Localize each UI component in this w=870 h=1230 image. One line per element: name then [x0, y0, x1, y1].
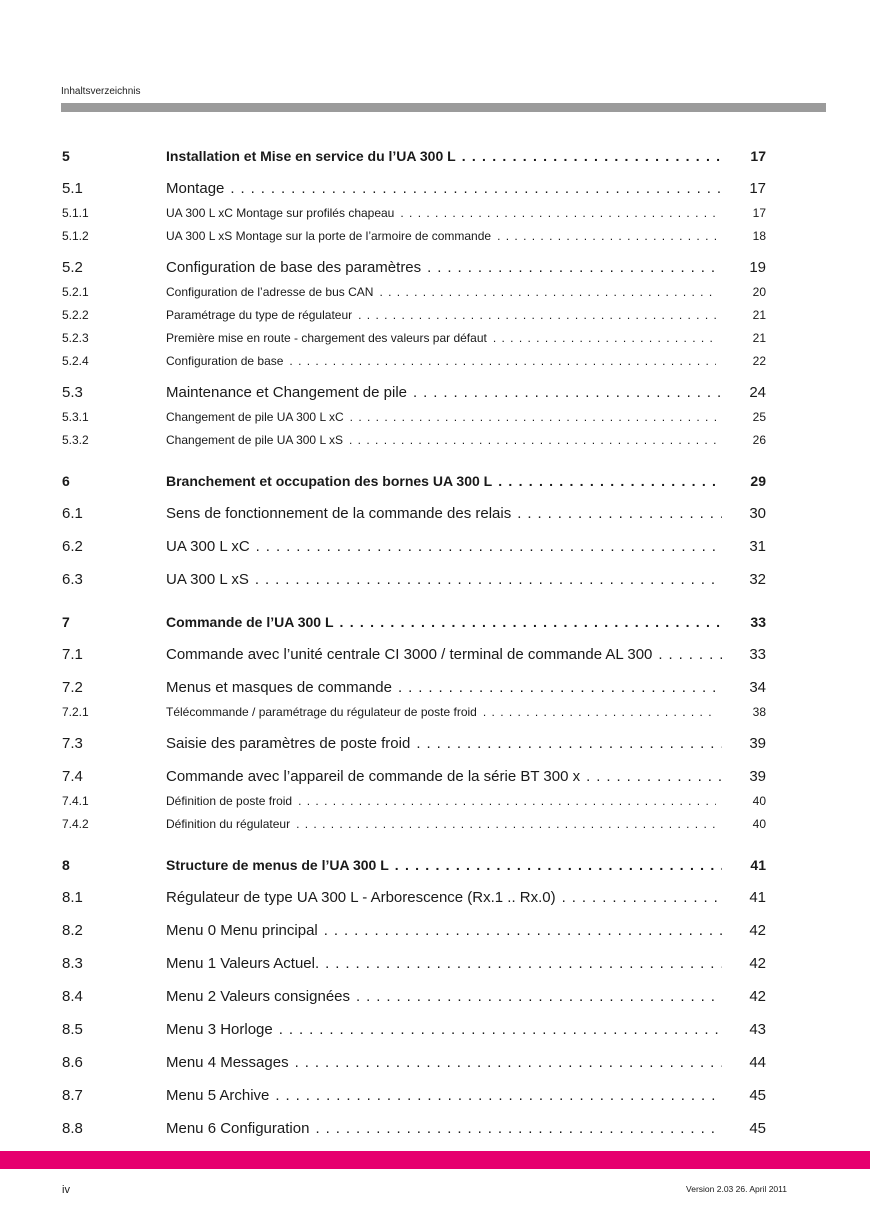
toc-entry-8-6[interactable] — [0, 1038, 870, 1071]
toc-entry-5-1[interactable] — [0, 164, 870, 197]
toc-entry-title[interactable]: UA 300 L xC — [166, 538, 250, 555]
toc-entry-title[interactable]: Première mise en route - chargement des valeurs par défaut — [166, 331, 487, 345]
dot-leader — [230, 180, 722, 197]
toc-entry-5-2-1[interactable] — [0, 276, 870, 299]
toc-entry-title-wrap — [166, 794, 716, 808]
toc-entry-number: 7.2.1 — [62, 705, 89, 719]
toc-entry-title[interactable]: Changement de pile UA 300 L xC — [166, 410, 344, 424]
toc-entry-title-wrap — [166, 735, 722, 752]
toc-entry-title[interactable]: Menu 3 Horloge — [166, 1021, 273, 1038]
toc-entry-title[interactable]: Configuration de base — [166, 354, 284, 368]
dot-leader — [586, 768, 722, 785]
toc-entry-page[interactable]: 39 — [749, 768, 766, 785]
dot-leader — [517, 505, 722, 522]
toc-entry-title-wrap — [166, 538, 722, 555]
toc-entry-5-2-2[interactable] — [0, 299, 870, 322]
dot-leader — [358, 308, 716, 322]
toc-entry-number: 5.3 — [62, 384, 83, 401]
toc-entry-page[interactable]: 33 — [749, 646, 766, 663]
toc-entry-7[interactable] — [0, 588, 870, 630]
dot-leader — [255, 571, 722, 588]
toc-entry-8-8[interactable] — [0, 1104, 870, 1137]
toc-top-spacer — [0, 0, 870, 122]
toc-entry-page[interactable]: 44 — [749, 1054, 766, 1071]
toc-entry-number: 6 — [62, 473, 70, 489]
dot-leader — [275, 1087, 722, 1104]
toc-entry-5-3[interactable] — [0, 368, 870, 401]
toc-entry-number: 5.2.3 — [62, 331, 89, 345]
toc-entry-page[interactable]: 42 — [749, 988, 766, 1005]
toc-entry-number: 7.4 — [62, 768, 83, 785]
toc-entry-page[interactable]: 42 — [749, 922, 766, 939]
toc-entry-title[interactable]: Branchement et occupation des bornes UA 300 L — [166, 473, 493, 489]
toc-entry-page[interactable]: 24 — [749, 384, 766, 401]
toc-entry-title[interactable]: Installation et Mise en service du l’UA 300 L — [166, 148, 456, 164]
toc-entry-title-wrap — [166, 354, 716, 368]
toc-entry-number: 8.4 — [62, 988, 83, 1005]
toc-entry-7-2[interactable] — [0, 663, 870, 696]
toc-entry-number: 5.3.2 — [62, 433, 89, 447]
toc-entry-5-3-2[interactable] — [0, 424, 870, 447]
toc-entry-title-wrap — [166, 1120, 722, 1137]
toc-entry-number: 5.1.1 — [62, 206, 89, 220]
toc-entry-page[interactable]: 31 — [749, 538, 766, 555]
toc-entry-page[interactable]: 33 — [750, 614, 766, 630]
toc-entry-title[interactable]: Définition du régulateur — [166, 817, 291, 831]
toc-entry-number: 5.1.2 — [62, 229, 89, 243]
toc-entry-5[interactable] — [0, 122, 870, 164]
toc-entry-title-wrap — [166, 768, 722, 785]
toc-entry-page[interactable]: 41 — [750, 857, 766, 873]
version-date: Version 2.03 26. April 2011 — [686, 1184, 787, 1194]
toc-entry-page[interactable]: 20 — [752, 285, 766, 299]
toc-entry-8-3[interactable] — [0, 939, 870, 972]
dot-leader — [379, 285, 716, 299]
toc-entry-title[interactable]: UA 300 L xS — [166, 571, 249, 588]
dot-leader — [279, 1021, 722, 1038]
dot-leader — [395, 857, 722, 873]
toc-entry-page[interactable]: 18 — [752, 229, 766, 243]
toc-entry-number: 8.1 — [62, 889, 83, 906]
dot-leader — [497, 229, 716, 243]
toc-entry-title-wrap — [166, 505, 722, 522]
toc-entry-page[interactable]: 21 — [752, 331, 766, 345]
toc-entry-page[interactable]: 21 — [752, 308, 766, 322]
dot-leader — [416, 735, 722, 752]
toc-entry-number: 8.8 — [62, 1120, 83, 1137]
toc-entry-title-wrap — [166, 148, 722, 164]
toc-entry-title[interactable]: Sens de fonctionnement de la commande des relais — [166, 505, 512, 522]
toc-entry-page[interactable]: 22 — [752, 354, 766, 368]
toc-entry-title[interactable]: Saisie des paramètres de poste froid — [166, 735, 411, 752]
dot-leader — [289, 354, 716, 368]
toc-entry-7-4-2[interactable] — [0, 808, 870, 831]
toc-entry-number: 8.6 — [62, 1054, 83, 1071]
dot-leader — [315, 1120, 722, 1137]
toc-entry-5-2[interactable] — [0, 243, 870, 276]
toc-entry-title[interactable]: Commande avec l’appareil de commande de la série BT 300 x — [166, 768, 581, 785]
toc-entry-title[interactable]: UA 300 L xC Montage sur profilés chapeau — [166, 206, 395, 220]
toc-entry-5-1-2[interactable] — [0, 220, 870, 243]
dot-leader — [324, 922, 722, 939]
toc-entry-title[interactable]: Structure de menus de l’UA 300 L — [166, 857, 389, 873]
toc-entry-number: 5 — [62, 148, 70, 164]
toc-entry-number: 8.2 — [62, 922, 83, 939]
toc-entry-title-wrap — [166, 206, 716, 220]
toc-entry-number: 6.1 — [62, 505, 83, 522]
toc-entry-title-wrap — [166, 308, 716, 322]
toc-entry-title-wrap — [166, 331, 716, 345]
toc-entry-page[interactable]: 26 — [752, 433, 766, 447]
dot-leader — [400, 206, 716, 220]
toc-entry-8-5[interactable] — [0, 1005, 870, 1038]
toc-entry-number: 8.7 — [62, 1087, 83, 1104]
dot-leader — [296, 817, 716, 831]
toc-entry-title-wrap — [166, 259, 722, 276]
toc-entry-6[interactable] — [0, 447, 870, 489]
toc-entry-number: 6.3 — [62, 571, 83, 588]
toc-entry-title[interactable]: Menu 5 Archive — [166, 1087, 270, 1104]
toc-entry-number: 7.3 — [62, 735, 83, 752]
toc-entry-title[interactable]: Commande de l’UA 300 L — [166, 614, 334, 630]
toc-entry-title[interactable]: UA 300 L xS Montage sur la porte de l’armoire de commande — [166, 229, 492, 243]
toc-entry-title-wrap — [166, 646, 722, 663]
toc-entry-number: 5.2 — [62, 259, 83, 276]
toc-entry-number: 5.2.2 — [62, 308, 89, 322]
toc-entry-page[interactable]: 40 — [752, 817, 766, 831]
toc-entry-title[interactable]: Télécommande / paramétrage du régulateur de poste froid — [166, 705, 477, 719]
toc-entry-title-wrap — [166, 571, 722, 588]
toc-entry-number: 8.3 — [62, 955, 83, 972]
dot-leader — [340, 614, 722, 630]
toc-entry-5-3-1[interactable] — [0, 401, 870, 424]
toc-entry-8-1[interactable] — [0, 873, 870, 906]
footer-band — [0, 1151, 870, 1169]
dot-leader — [493, 331, 716, 345]
toc-entry-page[interactable]: 17 — [750, 148, 766, 164]
dot-leader — [349, 433, 716, 447]
toc-entry-5-2-4[interactable] — [0, 345, 870, 368]
toc-entry-6-3[interactable] — [0, 555, 870, 588]
toc-entry-title-wrap — [166, 180, 722, 197]
toc-entry-5-1-1[interactable] — [0, 197, 870, 220]
toc-entry-title-wrap — [166, 1054, 722, 1071]
dot-leader — [427, 259, 722, 276]
toc-entry-page[interactable]: 17 — [752, 206, 766, 220]
toc-entry-title[interactable]: Paramétrage du type de régulateur — [166, 308, 353, 322]
toc-entry-page[interactable]: 30 — [749, 505, 766, 522]
toc-entry-number: 5.1 — [62, 180, 83, 197]
toc-entry-page[interactable]: 17 — [749, 180, 766, 197]
toc-entry-title[interactable]: Configuration de l’adresse de bus CAN — [166, 285, 374, 299]
dot-leader — [398, 679, 722, 696]
toc-entry-title-wrap — [166, 433, 716, 447]
toc-entry-title[interactable]: Menus et masques de commande — [166, 679, 392, 696]
dot-leader — [325, 955, 722, 972]
toc-entry-page[interactable]: 43 — [749, 1021, 766, 1038]
dot-leader — [562, 889, 722, 906]
toc-entry-page[interactable]: 38 — [752, 705, 766, 719]
toc-entry-number: 6.2 — [62, 538, 83, 555]
toc-entry-8-2[interactable] — [0, 906, 870, 939]
toc-entry-page[interactable]: 42 — [749, 955, 766, 972]
toc-entry-title[interactable]: Menu 4 Messages — [166, 1054, 289, 1071]
toc-entry-number: 7.4.1 — [62, 794, 89, 808]
toc-entry-number: 5.2.4 — [62, 354, 89, 368]
dot-leader — [483, 705, 716, 719]
dot-leader — [413, 384, 722, 401]
toc-entry-number: 5.3.1 — [62, 410, 89, 424]
toc-entry-title[interactable]: Menu 0 Menu principal — [166, 922, 318, 939]
toc-entry-7-4-1[interactable] — [0, 785, 870, 808]
dot-leader — [356, 988, 722, 1005]
toc-entry-7-4[interactable] — [0, 752, 870, 785]
toc-entry-title-wrap — [166, 817, 716, 831]
toc-entry-6-2[interactable] — [0, 522, 870, 555]
toc-entry-number: 5.2.1 — [62, 285, 89, 299]
toc-entry-5-2-3[interactable] — [0, 322, 870, 345]
toc-entry-number: 7 — [62, 614, 70, 630]
toc-entry-title-wrap — [166, 889, 722, 906]
toc-entry-title-wrap — [166, 922, 722, 939]
toc-entry-page[interactable]: 32 — [749, 571, 766, 588]
toc-entry-title-wrap — [166, 614, 722, 630]
toc-entry-number: 7.1 — [62, 646, 83, 663]
toc-entry-title[interactable]: Définition de poste froid — [166, 794, 293, 808]
toc-entry-title-wrap — [166, 1021, 722, 1038]
dot-leader — [498, 473, 722, 489]
toc-entry-title[interactable]: Montage — [166, 180, 225, 197]
toc-entry-page[interactable]: 41 — [749, 889, 766, 906]
dot-leader — [462, 148, 722, 164]
toc-entry-title-wrap — [166, 988, 722, 1005]
toc-entry-page[interactable]: 34 — [749, 679, 766, 696]
toc-entry-page[interactable]: 45 — [749, 1087, 766, 1104]
toc-entry-8-7[interactable] — [0, 1071, 870, 1104]
toc-entry-title[interactable]: Changement de pile UA 300 L xS — [166, 433, 344, 447]
toc-entry-page[interactable]: 19 — [749, 259, 766, 276]
toc-entry-7-2-1[interactable] — [0, 696, 870, 719]
toc-entry-page[interactable]: 29 — [750, 473, 766, 489]
toc-entry-number: 8 — [62, 857, 70, 873]
toc-entry-number: 7.2 — [62, 679, 83, 696]
page-number: iv — [62, 1184, 70, 1196]
toc-entry-number: 7.4.2 — [62, 817, 89, 831]
dot-leader — [256, 538, 722, 555]
toc-entry-title-wrap — [166, 679, 722, 696]
dot-leader — [298, 794, 716, 808]
toc-entry-title[interactable]: Configuration de base des paramètres — [166, 259, 422, 276]
dot-leader — [350, 410, 716, 424]
toc-entry-title[interactable]: Régulateur de type UA 300 L - Arborescence (Rx.1 .. Rx.0) — [166, 889, 556, 906]
toc-entry-page[interactable]: 39 — [749, 735, 766, 752]
toc-entry-title-wrap — [166, 473, 722, 489]
toc-entry-number: 8.5 — [62, 1021, 83, 1038]
toc-entry-title-wrap — [166, 384, 722, 401]
toc-entry-7-1[interactable] — [0, 630, 870, 663]
toc-entry-8-4[interactable] — [0, 972, 870, 1005]
toc-entry-page[interactable]: 25 — [752, 410, 766, 424]
toc-entry-title[interactable]: Menu 6 Configuration — [166, 1120, 310, 1137]
dot-leader — [295, 1054, 722, 1071]
toc-entry-title[interactable]: Menu 2 Valeurs consignées — [166, 988, 350, 1005]
toc-entry-title[interactable]: Commande avec l’unité centrale CI 3000 / terminal de commande AL 300 — [166, 646, 653, 663]
toc-entry-page[interactable]: 45 — [749, 1120, 766, 1137]
toc-entry-title-wrap — [166, 955, 722, 972]
toc-entry-title-wrap — [166, 229, 716, 243]
toc-entry-title-wrap — [166, 1087, 722, 1104]
toc-entry-6-1[interactable] — [0, 489, 870, 522]
toc-entry-page[interactable]: 40 — [752, 794, 766, 808]
toc-entry-title[interactable]: Menu 1 Valeurs Actuel. — [166, 955, 320, 972]
toc-entry-title-wrap — [166, 285, 716, 299]
toc-entry-title[interactable]: Maintenance et Changement de pile — [166, 384, 407, 401]
toc-entry-title-wrap — [166, 410, 716, 424]
toc-entry-title-wrap — [166, 705, 716, 719]
toc-entry-title-wrap — [166, 857, 722, 873]
dot-leader — [658, 646, 722, 663]
running-header: Inhaltsverzeichnis — [61, 86, 141, 97]
toc-entry-8[interactable] — [0, 831, 870, 873]
toc-entry-7-3[interactable] — [0, 719, 870, 752]
